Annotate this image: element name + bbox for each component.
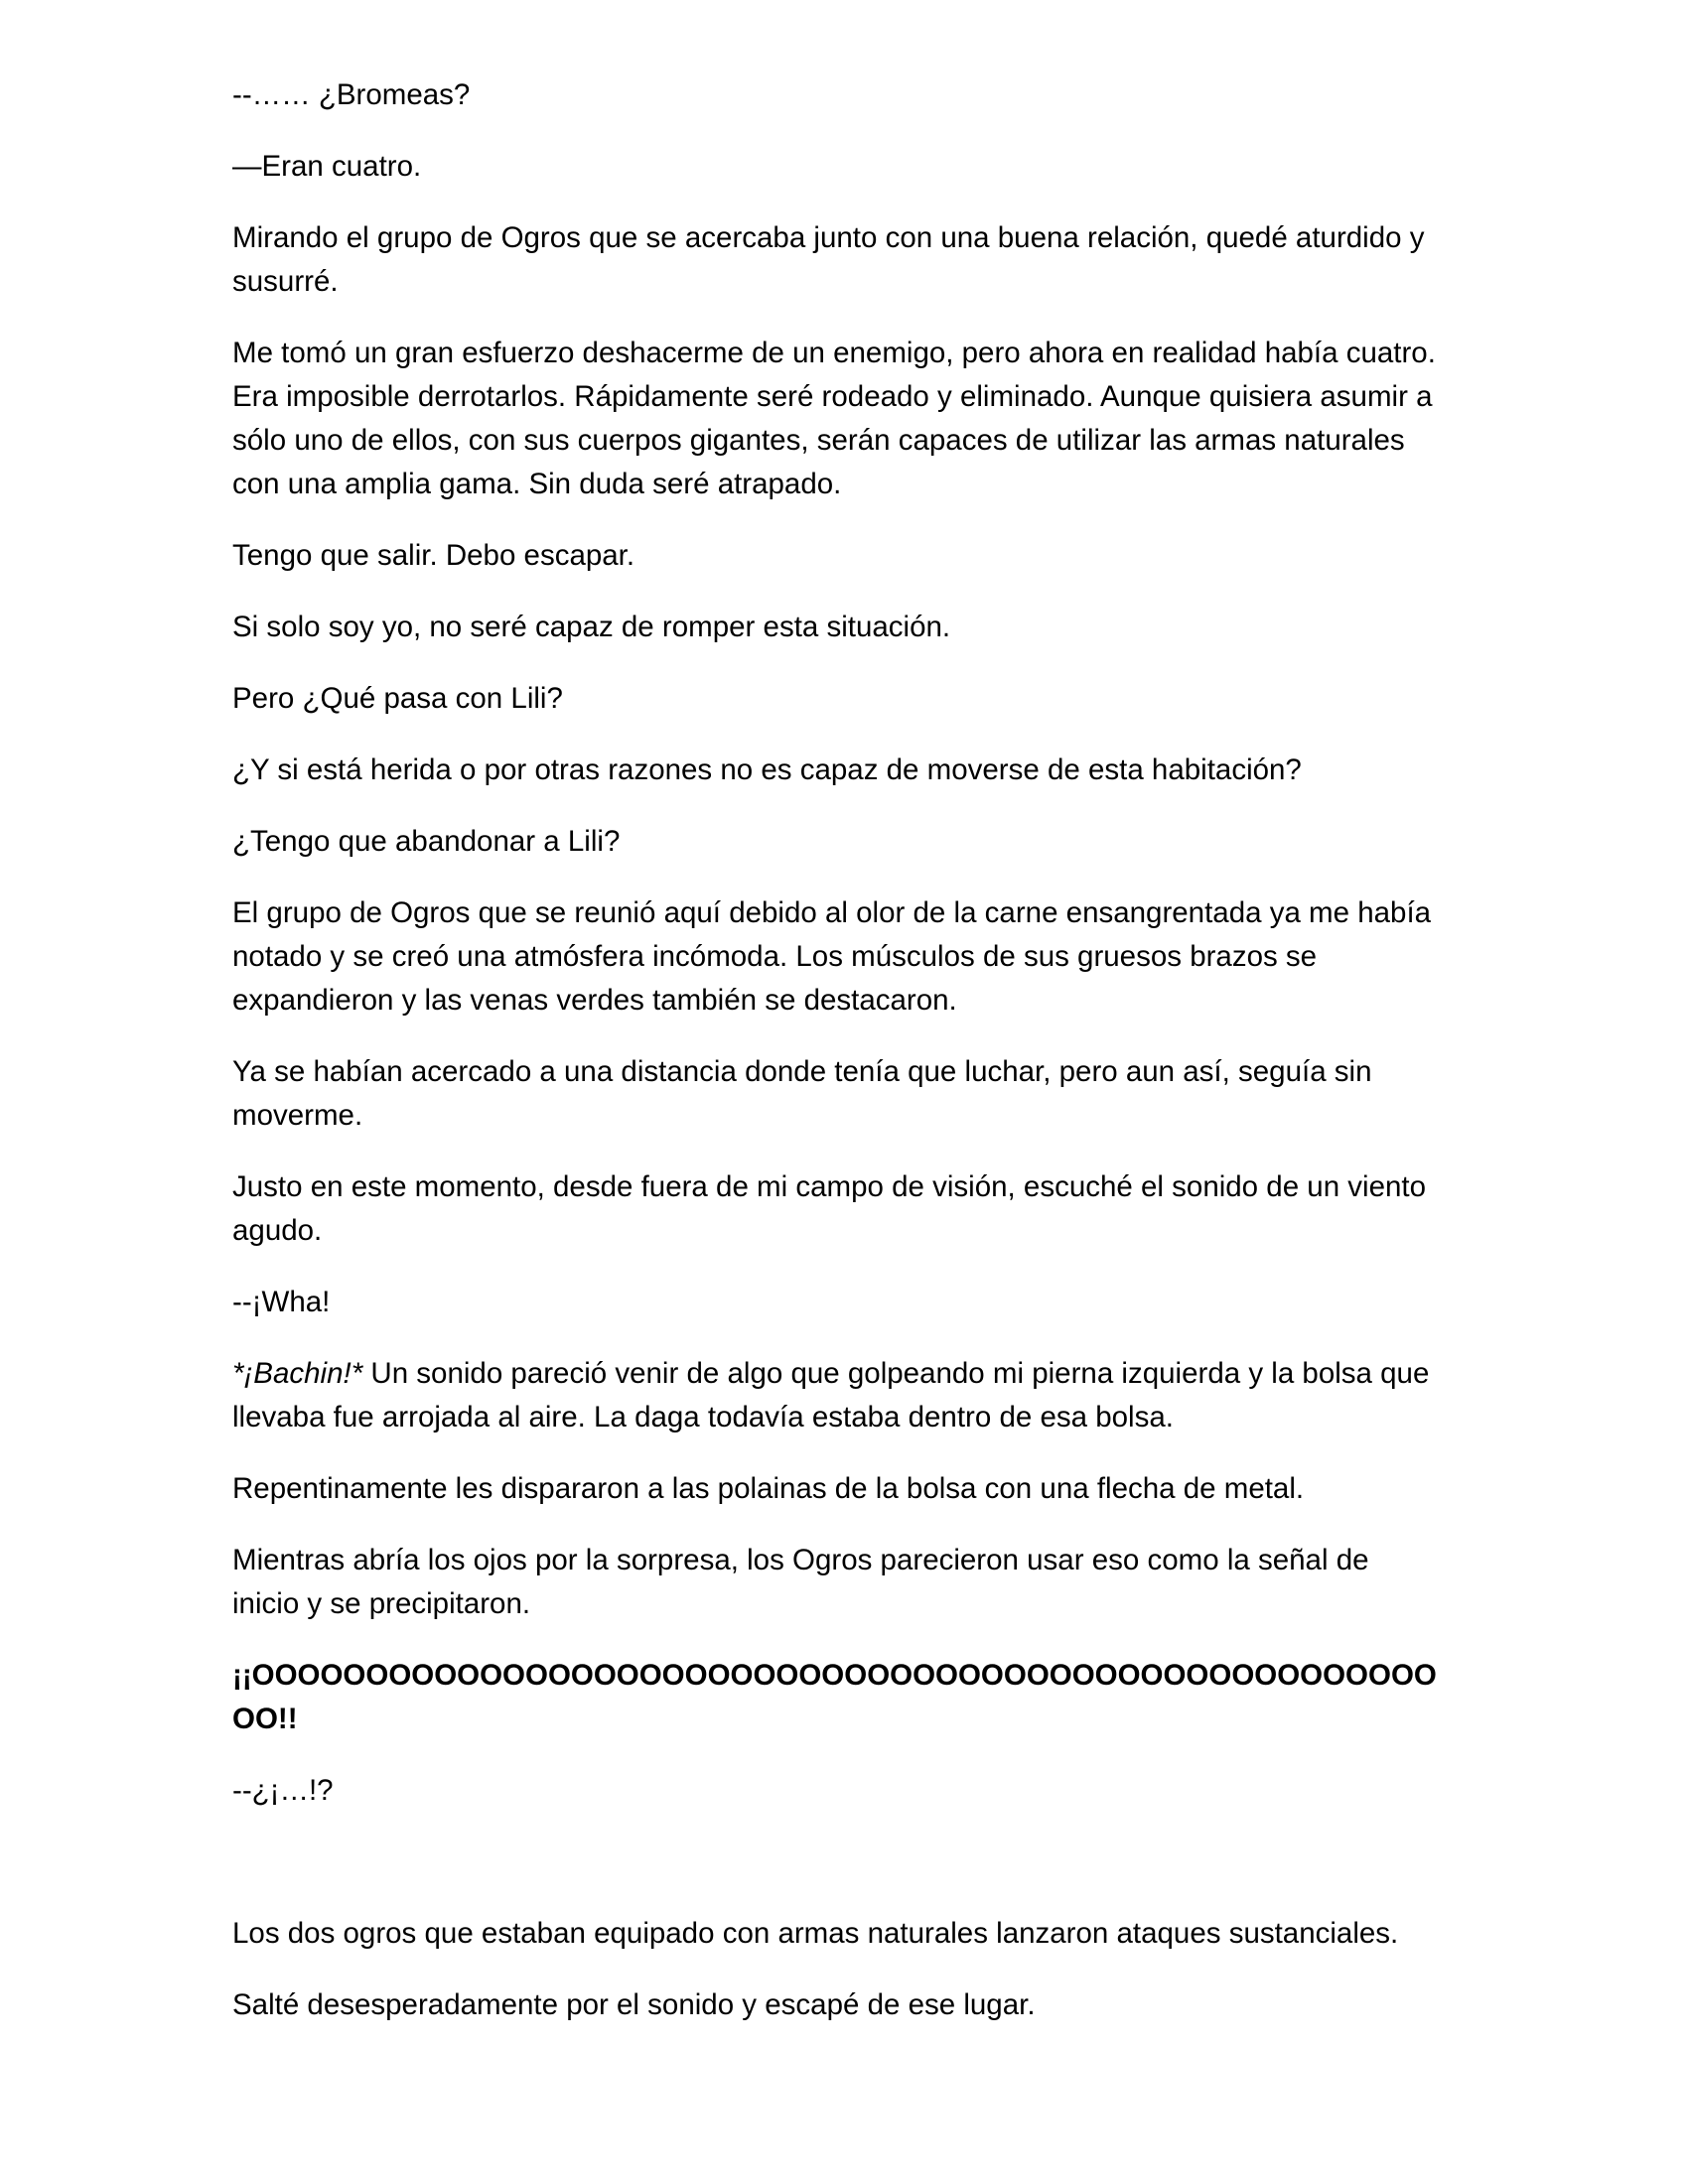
sfx-italic-text: *¡Bachin!* <box>232 1357 363 1390</box>
paragraph: ¿Tengo que abandonar a Lili? <box>232 825 621 858</box>
paragraph-scream-bold: ¡¡OOOOOOOOOOOOOOOOOOOOOOOOOOOOOOOOOOOOOOOOOOOOOOOOOOOOOO!! <box>232 1659 1437 1735</box>
paragraph: Mirando el grupo de Ogros que se acercaba junto con una buena relación, quedé aturdido y susurré. <box>232 221 1425 298</box>
paragraph-dialogue: —Eran cuatro. <box>232 150 422 183</box>
paragraph-dialogue: --¿¡…!? <box>232 1774 334 1807</box>
paragraph: Ya se habían acercado a una distancia donde tenía que luchar, pero aun así, seguía sin moverme. <box>232 1055 1372 1132</box>
paragraph: Mientras abría los ojos por la sorpresa, los Ogros parecieron usar eso como la señal de inicio y se precipitaron. <box>232 1544 1369 1620</box>
paragraph: Si solo soy yo, no seré capaz de romper esta situación. <box>232 611 951 643</box>
paragraph-with-sfx <box>232 1352 1439 1439</box>
paragraph: Los dos ogros que estaban equipado con armas naturales lanzaron ataques sustanciales. <box>232 1917 1399 1950</box>
paragraph: Tengo que salir. Debo escapar. <box>232 539 635 572</box>
paragraph: Justo en este momento, desde fuera de mi campo de visión, escuché el sonido de un viento agudo. <box>232 1170 1427 1247</box>
paragraph: Repentinamente les dispararon a las polainas de la bolsa con una flecha de metal. <box>232 1472 1305 1505</box>
paragraph-dialogue: --¡Wha! <box>232 1286 331 1318</box>
paragraph: ¿Y si está herida o por otras razones no es capaz de moverse de esta habitación? <box>232 753 1302 786</box>
paragraph-dialogue: --…… ¿Bromeas? <box>232 78 471 111</box>
paragraph: Salté desesperadamente por el sonido y escapé de ese lugar. <box>232 1988 1036 2021</box>
blank-line <box>232 1841 1439 1884</box>
paragraph-text: Un sonido pareció venir de algo que golpeando mi pierna izquierda y la bolsa que llevaba fue arrojada al aire. La daga todavía estaba dentro de esa bolsa. <box>232 1357 1430 1433</box>
paragraph: Me tomó un gran esfuerzo deshacerme de un enemigo, pero ahora en realidad había cuatro. Era imposible derrotarlos. Rápidamente seré rodeado y eliminado. Aunque quisiera asumir a sólo uno de ellos, con sus cuerpos gigantes, serán capaces de utilizar las armas naturales con una amplia gama. Sin duda seré atrapado. <box>232 337 1436 500</box>
paragraph: Pero ¿Qué pasa con Lili? <box>232 682 563 715</box>
paragraph: El grupo de Ogros que se reunió aquí debido al olor de la carne ensangrentada ya me había notado y se creó una atmósfera incómoda. Los músculos de sus gruesos brazos se expandieron y las venas verdes también se destacaron. <box>232 896 1432 1017</box>
